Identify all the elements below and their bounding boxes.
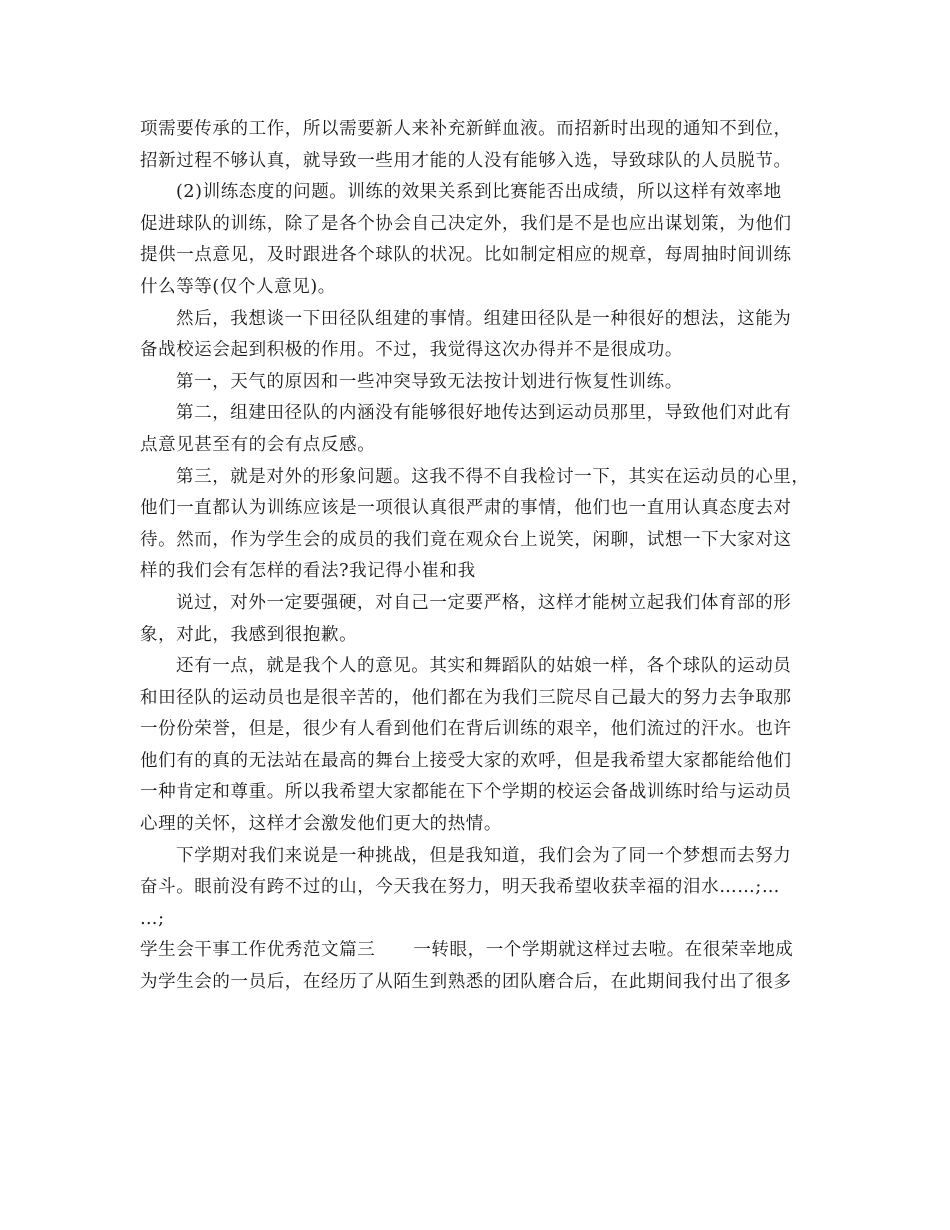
- text-line: 备战校运会起到积极的作用。不过，我觉得这次办得并不是很成功。: [140, 340, 683, 361]
- text-line: 象，对此，我感到很抱歉。: [140, 624, 358, 645]
- heading-line: [140, 935, 820, 967]
- text-line: 为学生会的一员后，在经历了从陌生到熟悉的团队磨合后，在此期间我付出了很多: [140, 972, 792, 993]
- paragraph-start: 第一，天气的原因和一些冲突导致无法按计划进行恢复性训练。: [176, 371, 683, 392]
- text-line: 他们一直都认为训练应该是一项很认真很严肃的事情，他们也一直用认真态度去对: [140, 498, 792, 519]
- text-line: 心理的关怀，这样才会激发他们更大的热情。: [140, 814, 502, 835]
- heading-continuation: 一转眼，一个学期就这样过去啦。在很荣幸地成: [413, 940, 794, 961]
- text-line: 待。然而，作为学生会的成员的我们竟在观众台上说笑，闲聊，试想一下大家对这: [140, 529, 792, 550]
- paragraph-start: 然后，我想谈一下田径队组建的事情。组建田径队是一种很好的想法，这能为: [176, 308, 792, 329]
- text-line: 一份份荣誉，但是，很少有人看到他们在背后训练的艰辛，他们流过的汗水。也许: [140, 719, 792, 740]
- section-heading: 学生会干事工作优秀范文篇三: [140, 940, 376, 961]
- text-line: 一种肯定和尊重。所以我希望大家都能在下个学期的校运会备战训练时给与运动员: [140, 782, 792, 803]
- text-line: 提供一点意见，及时跟进各个球队的状况。比如制定相应的规章，每周抽时间训练: [140, 245, 792, 266]
- text-line: …;: [140, 908, 165, 929]
- paragraph-start: 第二，组建田径队的内涵没有能够很好地传达到运动员那里，导致他们对此有: [176, 403, 792, 424]
- paragraph-start: 下学期对我们来说是一种挑战，但是我知道，我们会为了同一个梦想而去努力: [176, 845, 792, 866]
- text-line: 他们有的真的无法站在最高的舞台上接受大家的欢呼，但是我希望大家都能给他们: [140, 750, 792, 771]
- text-line: 样的我们会有怎样的看法?我记得小崔和我: [140, 561, 476, 582]
- text-line: 点意见甚至有的会有点反感。: [140, 434, 376, 455]
- text-line: 什么等等(仅个人意见)。: [140, 276, 336, 297]
- paragraph-start: 第三，就是对外的形象问题。这我不得不自我检讨一下，其实在运动员的心里，: [176, 466, 810, 487]
- document-body: [140, 114, 820, 999]
- paragraph-start: (2)训练态度的问题。训练的效果关系到比赛能否出成绩，所以这样有效率地: [176, 182, 782, 203]
- paragraph-start: 还有一点，就是我个人的意见。其实和舞蹈队的姑娘一样，各个球队的运动员: [176, 656, 792, 677]
- text-line: 奋斗。眼前没有跨不过的山，今天我在努力，明天我希望收获幸福的泪水……;…: [140, 877, 780, 898]
- text-line: 项需要传承的工作，所以需要新人来补充新鲜血液。而招新时出现的通知不到位，: [140, 119, 792, 139]
- paragraph-start: 说过，对外一定要强硬，对自己一定要严格，这样才能树立起我们体育部的形: [176, 592, 792, 613]
- text-line: 招新过程不够认真，就导致一些用才能的人没有能够入选，导致球队的人员脱节。: [140, 150, 792, 171]
- text-line: 和田径队的运动员也是很辛苦的，他们都在为我们三院尽自己最大的努力去争取那: [140, 687, 792, 708]
- text-line: 促进球队的训练，除了是各个协会自己决定外，我们是不是也应出谋划策，为他们: [140, 213, 792, 234]
